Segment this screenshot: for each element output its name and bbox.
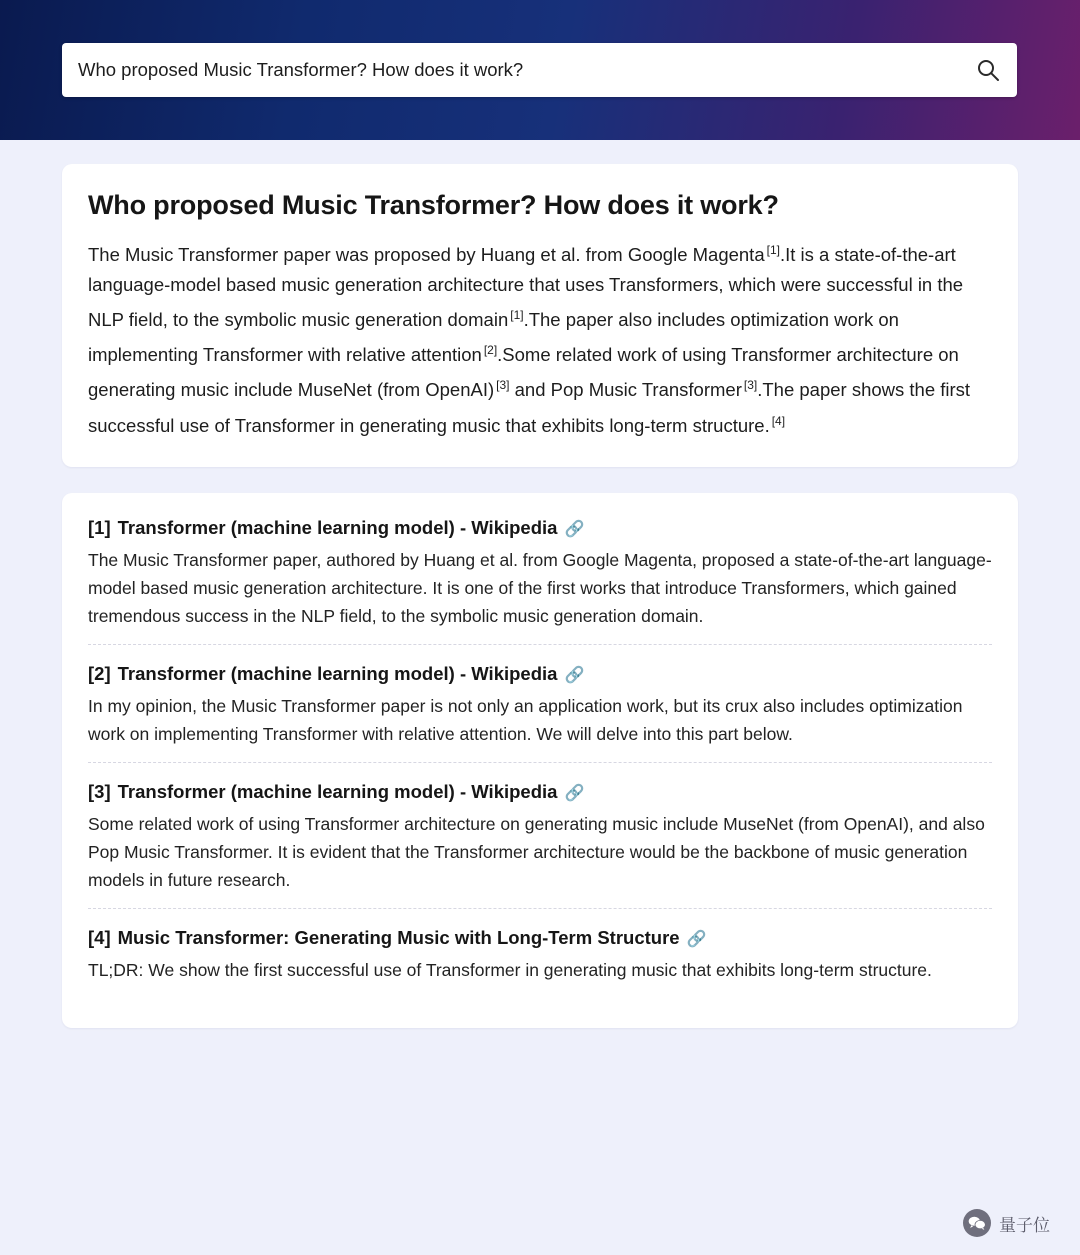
source-snippet: Some related work of using Transformer architecture on generating music include MuseNet (from OpenAI), and also Pop Music Transformer. It is evident that the Transformer architecture would be the backbone of music generation models in future research. <box>88 813 985 890</box>
source-marker: [2] <box>88 662 111 684</box>
search-icon <box>975 57 1001 83</box>
source-snippet: In my opinion, the Music Transformer paper is not only an application work, but its crux also includes optimization work on implementing Transformer with relative attention. We will delve into this part below. <box>88 695 963 744</box>
source-title-row[interactable] <box>88 927 992 949</box>
watermark <box>963 1209 1050 1237</box>
citation-marker[interactable]: [2] <box>483 343 498 358</box>
citation-marker[interactable]: [1] <box>510 308 524 323</box>
source-marker: [3] <box>88 780 111 802</box>
content-area <box>0 164 1080 1028</box>
source-snippet: The Music Transformer paper, authored by Huang et al. from Google Magenta, proposed a state-of-the-art language-model based music generation architecture. It is one of the first works that introduce Transformers, which gained tremendous success in the NLP field, to the symbolic music generation domain. <box>88 549 992 626</box>
link-icon[interactable]: 🔗 <box>686 930 707 948</box>
answer-paragraph: The Music Transformer paper was proposed by Huang et al. from Google Magenta [1].It is a state-of-the-art language-model based music generation architecture that uses Transformers, which were successful in the NLP field, to the symbolic music generation domain [1].The paper also includes optimization work on implementing Transformer with relative attention [2].Some related work of using Transformer architecture on generating music include MuseNet (from OpenAI) [3] and Pop Music Transformer [3].The paper shows the first successful use of Transformer in generating music that exhibits long-term structure. [4] <box>88 243 971 436</box>
source-marker: [1] <box>88 516 111 538</box>
link-icon[interactable]: 🔗 <box>564 520 585 538</box>
answer-card <box>62 164 1018 467</box>
link-icon[interactable]: 🔗 <box>564 784 585 802</box>
wechat-icon <box>963 1209 991 1237</box>
search-button[interactable] <box>959 43 1017 97</box>
search-bar[interactable] <box>62 43 1017 97</box>
list-item <box>88 644 992 762</box>
source-marker: [4] <box>88 926 111 948</box>
source-title-row[interactable] <box>88 781 992 803</box>
source-title[interactable]: Transformer (machine learning model) - Wikipedia <box>117 780 558 802</box>
app-header <box>0 0 1080 140</box>
citation-marker[interactable]: [3] <box>743 378 758 393</box>
list-item <box>88 762 992 908</box>
search-input[interactable] <box>62 43 959 97</box>
citation-marker[interactable]: [4] <box>771 413 786 428</box>
source-title[interactable]: Music Transformer: Generating Music with Long-Term Structure <box>117 926 680 948</box>
sources-card <box>62 493 1018 1028</box>
citation-marker[interactable]: [3] <box>496 378 510 393</box>
source-title-row[interactable] <box>88 517 992 539</box>
source-snippet: TL;DR: We show the first successful use of Transformer in generating music that exhibits long-term structure. <box>88 959 932 980</box>
watermark-label: 量子位 <box>999 1215 1050 1235</box>
source-title[interactable]: Transformer (machine learning model) - Wikipedia <box>117 516 558 538</box>
page-title: Who proposed Music Transformer? How does it work? <box>88 190 779 220</box>
list-item <box>88 517 992 644</box>
source-title[interactable]: Transformer (machine learning model) - Wikipedia <box>117 662 558 684</box>
citation-marker[interactable]: [1] <box>766 243 780 257</box>
link-icon[interactable]: 🔗 <box>564 666 585 684</box>
list-item <box>88 908 992 998</box>
source-title-row[interactable] <box>88 663 992 685</box>
